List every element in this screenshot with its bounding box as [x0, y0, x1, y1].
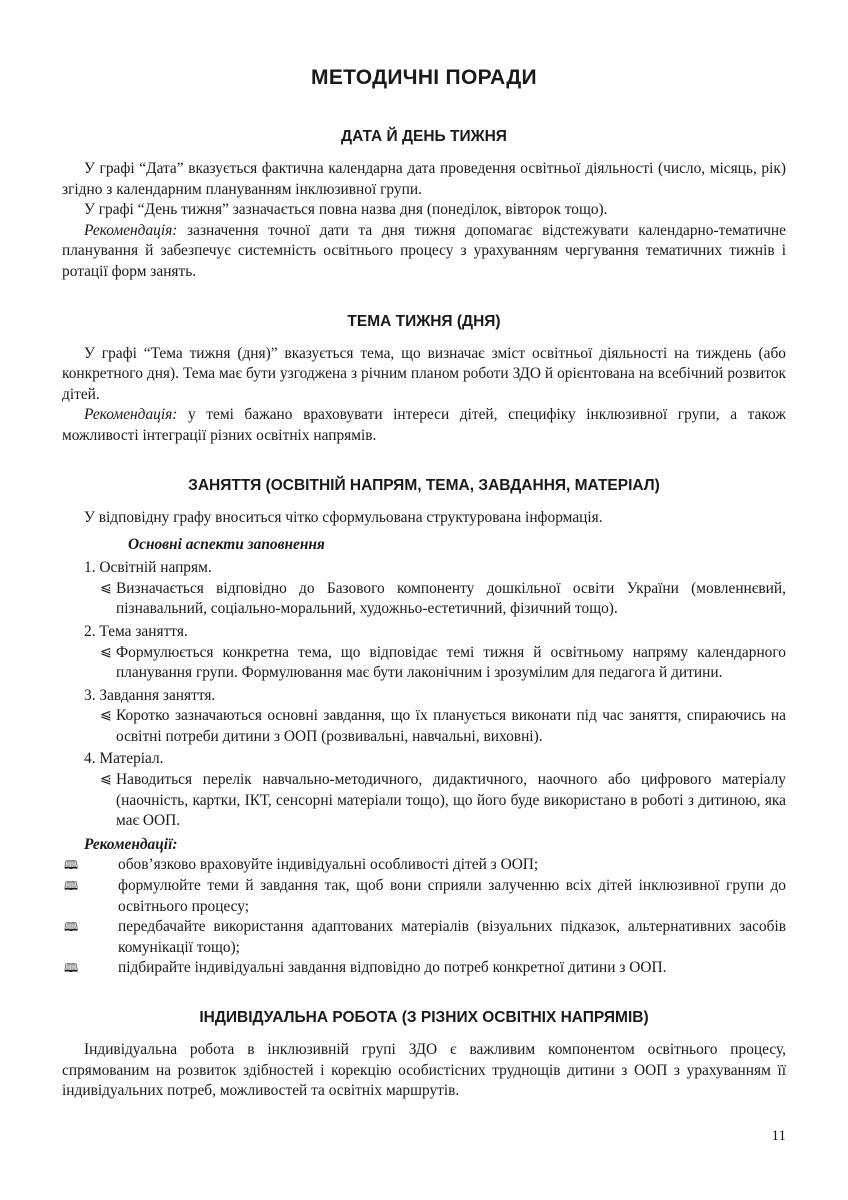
- recommendation-text: у темі бажано враховувати інтереси дітей, специфіку інклюзивної групи, а також можливості інтеграції різних освітніх напрямів.: [62, 406, 786, 444]
- list-item-label: 3. Завдання заняття.: [84, 686, 216, 704]
- recommendations-heading: Рекомендації:: [84, 835, 178, 853]
- recommendation-item: [62, 876, 786, 917]
- arrow-marker-icon: ⩿: [100, 580, 112, 596]
- recommendation-item-text: обов’язково враховуйте індивідуальні особливості дітей з ООП;: [118, 856, 539, 874]
- arrow-marker-icon: ⩿: [100, 772, 112, 788]
- section-heading-individual-work: ІНДИВІДУАЛЬНА РОБОТА (З РІЗНИХ ОСВІТНІХ НАПРЯМІВ): [199, 1009, 649, 1026]
- list-item: [100, 579, 786, 620]
- paragraph: Індивідуальна робота в інклюзивній групі ЗДО є важливим компонентом освітнього процесу, спрямованим на розвиток здібностей і корекцію особистісних труднощів дитини з ООП з урахуванням її індивідуальних потреб, можливостей та освітніх маршрутів.: [62, 1041, 786, 1100]
- book-icon: 🕮: [64, 920, 79, 935]
- book-icon: 🕮: [64, 858, 79, 873]
- list-item: [100, 706, 786, 747]
- recommendation-item: [62, 958, 786, 979]
- list-item-text: Коротко зазначаються основні завдання, що їх планується виконати під час заняття, спираючись на освітні потреби дитини з ООП (розвивальні, навчальні, виховні).: [116, 707, 786, 745]
- arrow-marker-icon: ⩿: [100, 644, 112, 660]
- recommendation-item: [62, 855, 786, 876]
- recommendation-label: Рекомендація:: [84, 406, 178, 424]
- recommendation: [62, 221, 786, 283]
- list-item-text: Формулюється конкретна тема, що відповідає темі тижня й освітньому напряму календарного планування групи. Формулювання має бути лаконічним і зрозумілим для педагога й дитини.: [116, 643, 786, 682]
- list-item-text: Наводиться перелік навчально-методичного, дидактичного, наочного або цифрового матеріалу (наочність, картки, ІКТ, сенсорні матеріали тощо), що його буде використано в роботі з дитиною, яка має ООП.: [116, 771, 786, 830]
- section-heading-lesson: ЗАНЯТТЯ (ОСВІТНІЙ НАПРЯМ, ТЕМА, ЗАВДАННЯ, МАТЕРІАЛ): [188, 476, 660, 494]
- recommendation-item: [62, 917, 786, 958]
- book-icon: 🕮: [64, 879, 79, 894]
- section-heading-theme: ТЕМА ТИЖНЯ (ДНЯ): [347, 312, 501, 330]
- recommendation-text: зазначення точної дати та дня тижня допомагає відстежувати календарно-тематичне планування й забезпечує системність освітнього процесу з урахуванням чергування тематичних тижнів і ротації форм занять.: [62, 221, 786, 280]
- list-item: [100, 770, 786, 832]
- page-title: МЕТОДИЧНІ ПОРАДИ: [311, 66, 537, 89]
- list-item-label: 4. Матеріал.: [84, 750, 164, 768]
- arrow-marker-icon: ⩿: [100, 708, 112, 724]
- page-number: 11: [771, 1128, 786, 1144]
- recommendation-item-text: формулюйте теми й завдання так, щоб вони сприяли залученню всіх дітей інклюзивної групи до освітнього процесу;: [118, 877, 786, 915]
- paragraph: У графі “День тижня” зазначається повна назва дня (понеділок, вівторок тощо).: [84, 201, 608, 219]
- list-item-text: Визначається відповідно до Базового компоненту дошкільної освіти України (мовленнєвий, пізнавальний, соціально-моральний, художньо-естетичний, фізичний тощо).: [116, 579, 786, 618]
- paragraph: У графі “Дата” вказується фактична календарна дата проведення освітньої діяльності (число, місяць, рік) згідно з календарним плануванням інклюзивної групи.: [62, 160, 786, 198]
- list-item-label: 2. Тема заняття.: [84, 622, 188, 640]
- paragraph: У відповідну графу вноситься чітко сформульована структурована інформація.: [84, 508, 603, 526]
- subheading: Основні аспекти заповнення: [128, 536, 325, 554]
- recommendation-item-text: підбирайте індивідуальні завдання відповідно до потреб конкретної дитини з ООП.: [118, 959, 667, 977]
- list-item: [100, 643, 786, 684]
- book-icon: 🕮: [64, 961, 79, 976]
- page-content: [62, 62, 786, 1102]
- recommendation-item-text: передбачайте використання адаптованих матеріалів (візуальних підказок, альтернативних засобів комунікації тощо);: [118, 918, 786, 956]
- recommendation-label: Рекомендація:: [84, 221, 178, 239]
- recommendation: [62, 405, 786, 446]
- section-heading-date: ДАТА Й ДЕНЬ ТИЖНЯ: [341, 128, 507, 145]
- paragraph: У графі “Тема тижня (дня)” вказується тема, що визначає зміст освітньої діяльності на тиждень (або конкретного дня). Тема має бути узгоджена з річним планом роботи ЗДО й орієнтована на всебічний розвиток дітей.: [62, 344, 786, 403]
- list-item-label: 1. Освітній напрям.: [84, 559, 212, 577]
